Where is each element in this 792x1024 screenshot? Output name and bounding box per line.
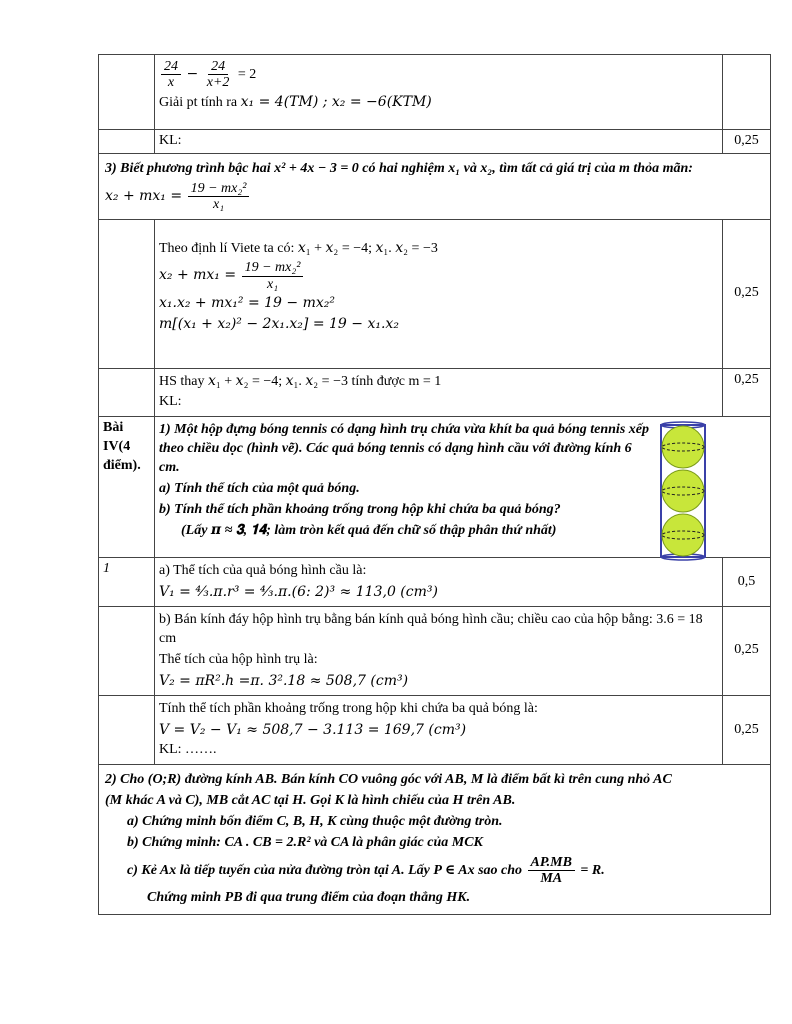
q2-l2: (M khác A và C), MB cắt AC tại H. Gọi K là hình chiếu của H trên AB.	[105, 793, 516, 809]
frac1-den: x	[167, 75, 175, 91]
frac2-den: x+2	[206, 75, 230, 91]
sol1a-l2: 𝑉₁ = ⁴⁄₃.𝜋.𝑟³ = ⁴⁄₃.𝜋.(6: 2)³ ≈ 113,0 (𝑐𝑚³)	[159, 584, 438, 601]
sol-line3: m[(x₁ + x₂)² − 2x₁.x₂] = 19 − x₁.x₂	[159, 316, 399, 333]
cell-score-empty	[723, 55, 771, 130]
row-q3	[99, 153, 771, 219]
sol2-text: HS thay 𝑥₁ + 𝑥₂ = −4; 𝑥₁. 𝑥₂ = −3 tính được m = 1	[159, 373, 442, 389]
solve-text: Giải pt tính ra	[159, 94, 238, 110]
bai4-pb: b) Tính thể tích phần khoảng trống trong hộp khi chứa ba quả bóng?	[159, 501, 561, 517]
sol1c-score: 0,25	[723, 695, 771, 765]
row-bai4	[99, 417, 771, 558]
bai4-p1: 1) Một hộp đựng bóng tennis có dạng hình trụ chứa vừa khít ba quả bóng tennis xếp theo chiều dọc (hình vẽ). Các quả bóng tennis có dạng hình cầu với đường kính 6 cm.	[159, 422, 649, 476]
q2-cell	[99, 765, 771, 914]
row-sol1b	[99, 607, 771, 696]
sol1a-score: 0,5	[723, 558, 771, 607]
sol-frac-num: 19 − mx₂²	[242, 260, 304, 276]
q3-sol-cell	[155, 219, 723, 368]
sol1b-l1: b) Bán kính đáy hộp hình trụ bằng bán kính quả bóng hình cầu; chiều cao của hộp bằng: 3.6 = 18 cm	[159, 612, 703, 647]
row-q3-solution	[99, 219, 771, 368]
q2-l1: 2) Cho (O;R) đường kính AB. Bán kính CO vuông góc với AB, M là điểm bất kì trên cung nhỏ AC	[105, 772, 672, 788]
tennis-ball-2	[662, 470, 704, 512]
sol1b-l3: 𝑉₂ = 𝜋𝑅².ℎ =𝜋. 3².18 ≈ 508,7 (𝑐𝑚³)	[159, 672, 409, 689]
frac2-num: 24	[208, 59, 228, 75]
sol2-score: 0,25	[723, 368, 771, 417]
q2-c-post: = R.	[580, 863, 605, 879]
q2-b: b) Chứng minh: CA . CB = 2.R² và CA là phân giác của MCK	[127, 835, 483, 851]
bai4-cell	[155, 417, 771, 558]
kl1-score: 0,25	[723, 130, 771, 154]
tennis-ball-3	[662, 514, 704, 556]
sol-lhs: x₂ + mx₁ =	[159, 267, 237, 284]
row-sol1c	[99, 695, 771, 765]
tennis-ball-1	[662, 426, 704, 468]
sol1c-l2: V = 𝑉₂ − 𝑉₁ ≈ 508,7 − 3.113 = 169,7 (𝑐𝑚³)	[159, 721, 467, 738]
row-q2	[99, 765, 771, 914]
q3-sol-score: 0,25	[723, 219, 771, 368]
row-kl1	[99, 130, 771, 154]
tennis-tube-figure	[659, 421, 707, 561]
sol2-kl: KL:	[159, 394, 182, 410]
q3-frac-num: 19 − mx₂²	[188, 181, 250, 197]
q3-cell	[99, 153, 771, 219]
solve-math: x₁ = 4(TM) ; x₂ = −6(KTM)	[240, 93, 432, 110]
answer-table	[98, 54, 771, 915]
row-sol1a	[99, 558, 771, 607]
q3-frac-den: x₁	[212, 197, 225, 213]
q3-head: 3) Biết phương trình bậc hai x² + 4x − 3 = 0 có hai nghiệm x₁ và x₂, tìm tất cả giá trị của m thỏa mãn:	[105, 160, 693, 176]
q2-frac-den: MA	[540, 871, 563, 887]
sol1b-score: 0,25	[723, 607, 771, 696]
q3-lhs: x₂ + mx₁ =	[105, 187, 183, 204]
q2-c-pre: c) Kẻ Ax là tiếp tuyến của nửa đường tròn tại A. Lấy P ∈ Ax sao cho	[127, 863, 523, 879]
sol1a-l1: a) Thể tích của quả bóng hình cầu là:	[159, 563, 367, 579]
sol1b-l2: Thể tích của hộp hình trụ là:	[159, 651, 318, 667]
bai4-label: Bài IV(4 điểm).	[99, 417, 155, 558]
frac1-num: 24	[161, 59, 181, 75]
eq-rhs: = 2	[237, 67, 257, 83]
cell-empty	[99, 55, 155, 130]
row-q3-solution2	[99, 368, 771, 417]
kl1-text: KL:	[155, 130, 723, 154]
sol1c-l1: Tính thể tích phần khoảng trống trong hộp khi chứa ba quả bóng là:	[159, 700, 538, 716]
cell-equation: $\frac{24}{x}$ − $\frac{24}{x+2}$ = 2 Giải pt tính ra x₁ = 4(TM) ; x₂ = −6(KTM)	[155, 55, 723, 130]
sol-line2: x₁.x₂ + mx₁² = 19 − mx₂²	[159, 295, 335, 312]
sol1a-num: 1	[99, 558, 155, 607]
q2-a: a) Chứng minh bốn điểm C, B, H, K cùng thuộc một đường tròn.	[127, 814, 503, 830]
sol-frac-den: x₁	[266, 276, 279, 292]
row-equation	[99, 55, 771, 130]
viete-text: Theo định lí Viete ta có: 𝑥₁ + 𝑥₂ = −4; 𝑥₁. 𝑥₂ = −3	[159, 240, 438, 256]
sol1c-l3: KL: …….	[159, 742, 217, 758]
q2-frac-num: AP.MB	[528, 855, 575, 871]
q2-d: Chứng minh PB đi qua trung điểm của đoạn thẳng HK.	[147, 889, 471, 905]
bai4-pa: a) Tính thể tích của một quả bóng.	[159, 481, 360, 497]
bai4-pc: (Lấy 𝝅 ≈ 𝟑, 𝟏𝟒; làm tròn kết quả đến chữ số thập phân thứ nhất)	[181, 522, 557, 538]
